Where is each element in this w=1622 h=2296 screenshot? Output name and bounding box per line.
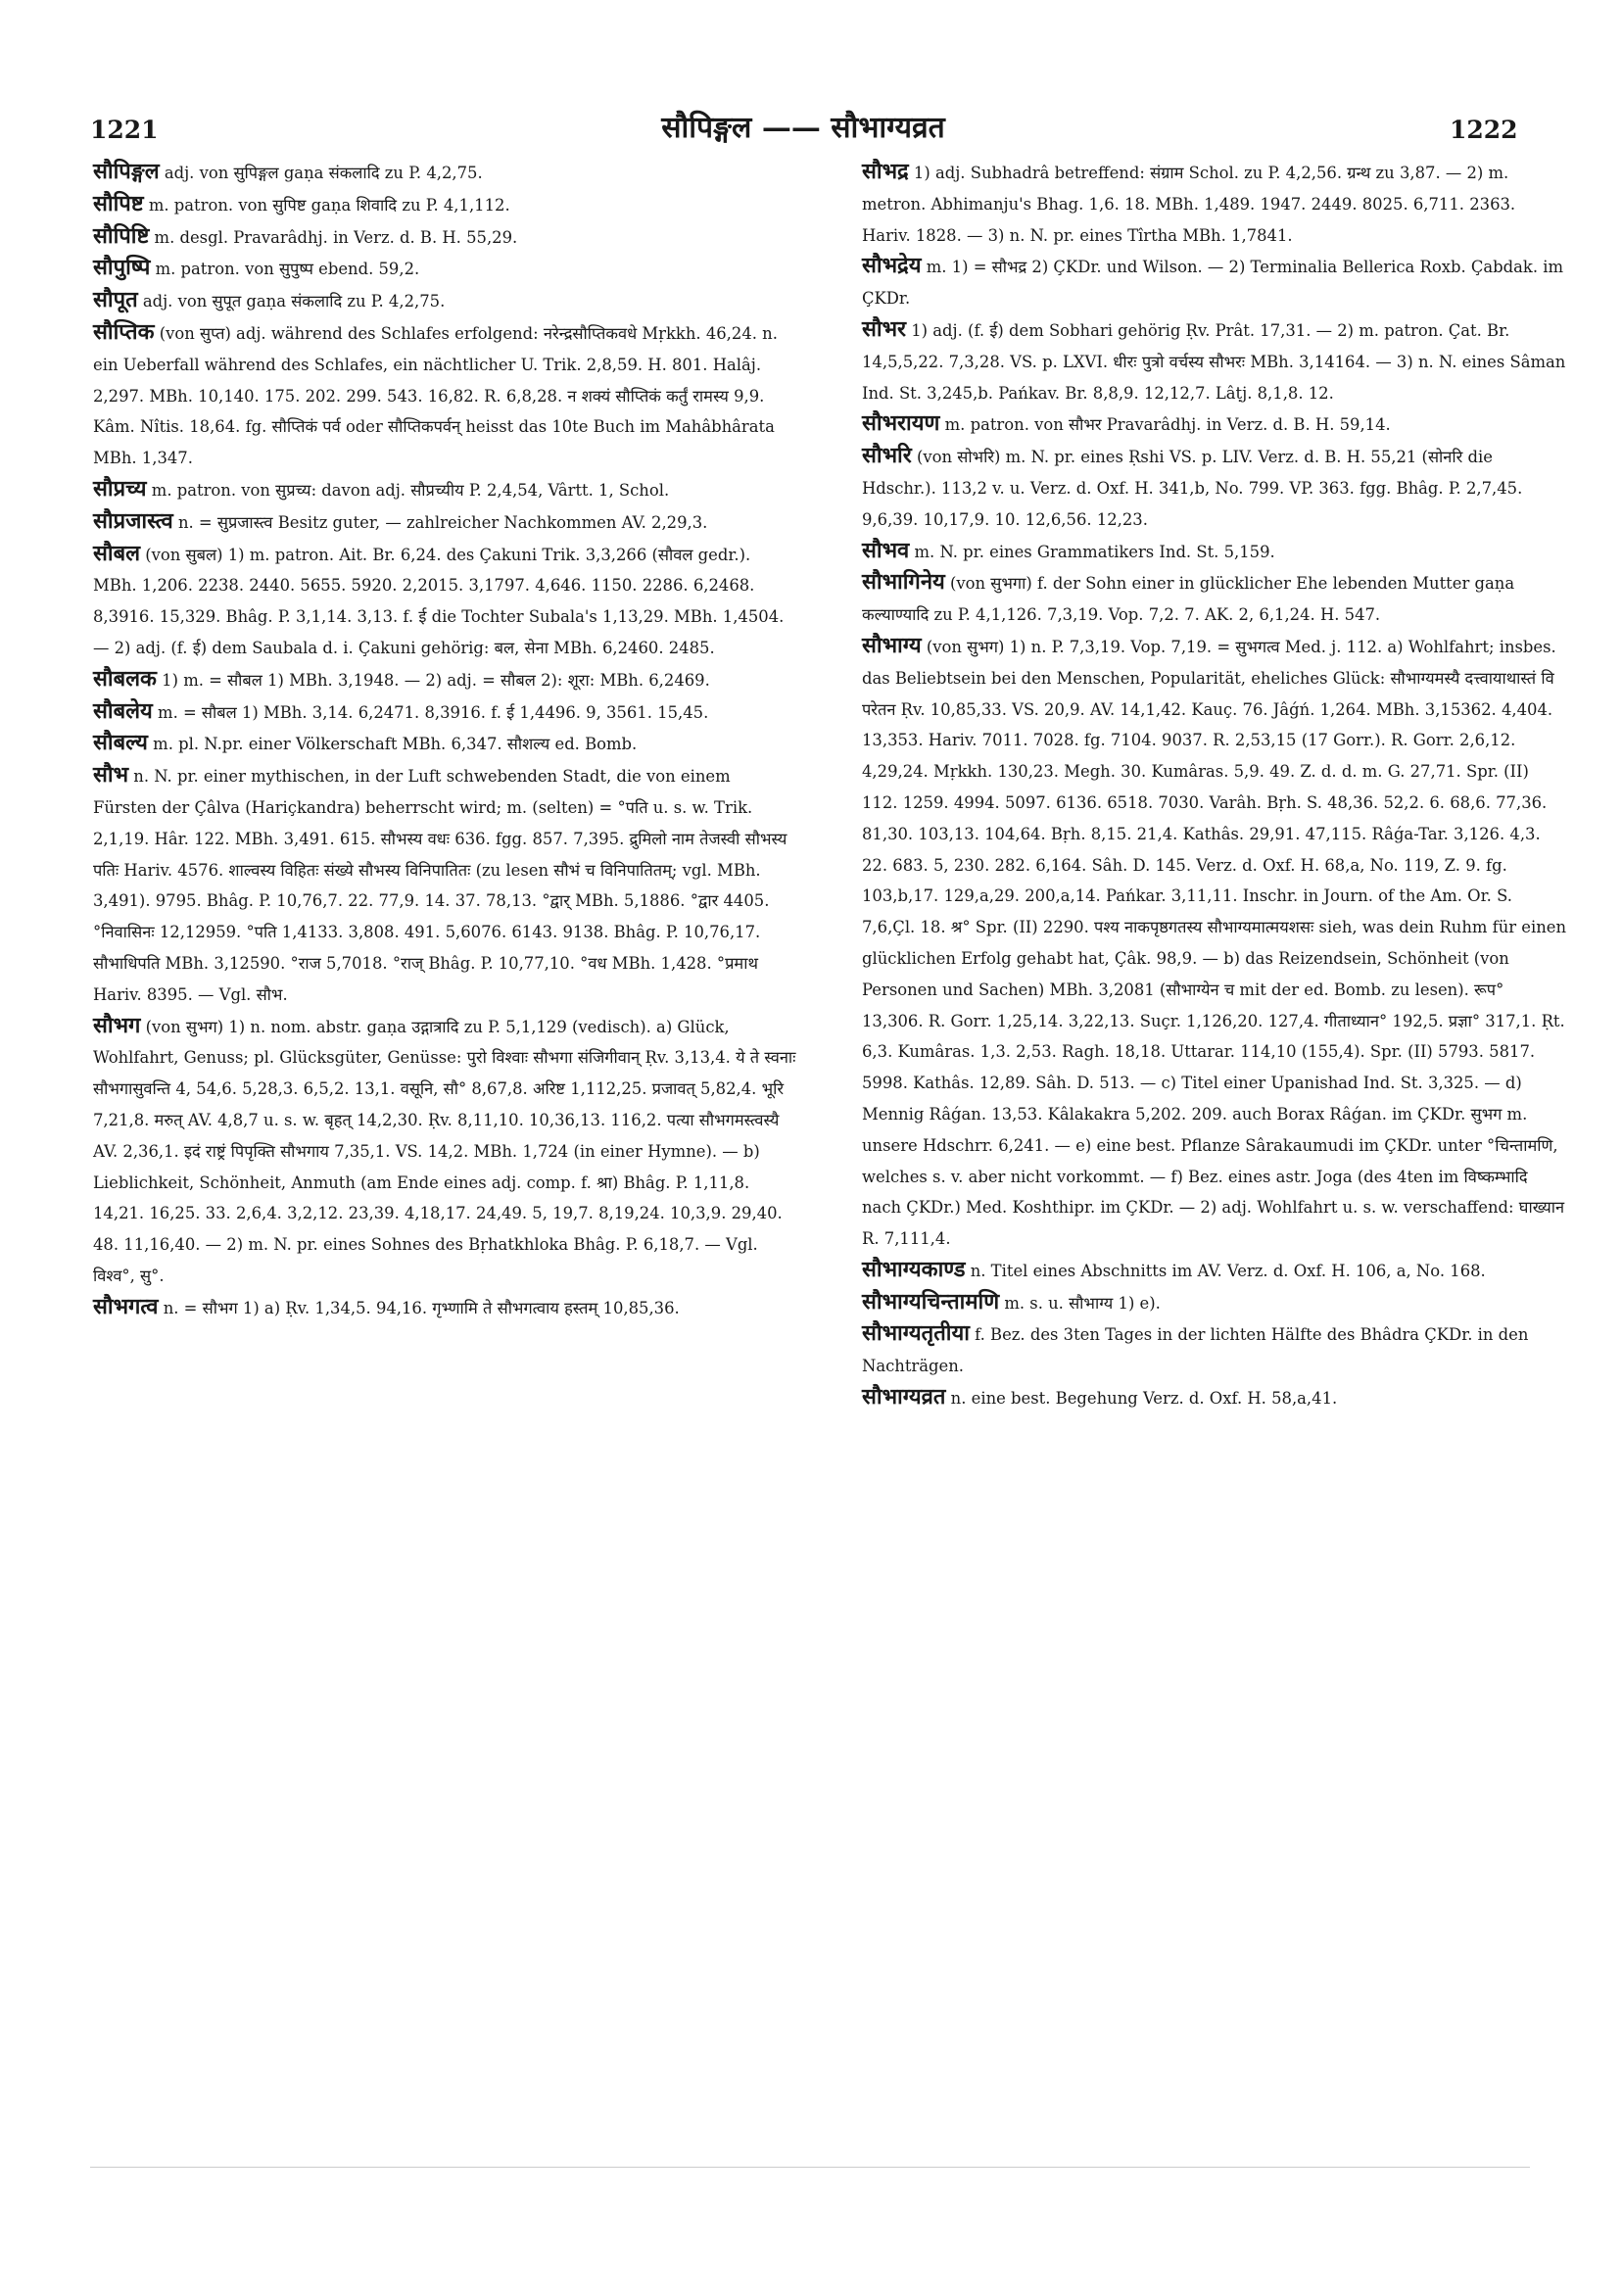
dictionary-entry — [862, 408, 1567, 441]
entry-text: (von सुभगा) f. der Sohn einer in glücklicher Ehe lebenden Mutter gaṇa कल्याण्यादि zu P. 4,1,126. 7,3,19. Vop. 7,2. 7. AK. 2, 6,1,24. H. 547. — [862, 574, 1515, 625]
dictionary-entry — [862, 631, 1567, 1255]
entry-text: m. patron. von सुपुष्प ebend. 59,2. — [150, 260, 420, 279]
entry-headword: सौभाग्यतृतीया — [862, 1320, 970, 1347]
entry-text: m. pl. N.pr. einer Völkerschaft MBh. 6,347. सौशल्य ed. Bomb. — [147, 735, 638, 754]
entry-headword: सौपिष्ट — [93, 190, 144, 216]
entry-text: 1) adj. Subhadrâ betreffend: संग्राम Schol. zu P. 4,2,56. ग्रन्थ zu 3,87. — 2) m. metron. Abhimanju's Bhag. 1,6. 18. MBh. 1,489. 1947. 2449. 8025. 6,711. 2363. Hariv. 1828. — 3) n. N. pr. eines Tîrtha MBh. 1,7841. — [862, 164, 1516, 245]
entry-headword: सौपूत — [93, 287, 138, 313]
dictionary-entry — [862, 1318, 1567, 1382]
entry-headword: सौभगत्व — [93, 1293, 159, 1319]
dictionary-entry — [93, 285, 798, 317]
dictionary-entry — [93, 1011, 798, 1292]
entry-headword: सौभरायण — [862, 410, 940, 437]
dictionary-entry — [93, 221, 798, 254]
entry-text: m. N. pr. eines Grammatikers Ind. St. 5,159. — [909, 542, 1275, 561]
entry-headword: सौभग — [93, 1012, 141, 1038]
entry-headword: सौबल्य — [93, 730, 148, 756]
entry-text: m. patron. von सुप्रच्य: davon adj. सौप्रच्यीय P. 2,4,54, Vârtt. 1, Schol. — [146, 480, 670, 500]
entry-headword: सौभ — [93, 762, 129, 789]
entry-headword: सौपिङ्गल — [93, 159, 160, 184]
entry-text: n. eine best. Begehung Verz. d. Oxf. H. 58,a,41. — [945, 1389, 1338, 1409]
dictionary-entry — [93, 728, 798, 760]
entry-headword: सौप्रजास्त्व — [93, 507, 173, 534]
entry-headword: सौभव — [862, 537, 910, 563]
entry-text: (von सुबल) 1) m. patron. Ait. Br. 6,24. des Çakuni Trik. 3,3,266 (सौवल gedr.). MBh. 1,206. 2238. 2440. 5655. 5920. 2,2015. 3,1797. 4,646. 1150. 2286. 6,2468. 8,3916. 15,329. Bhâg. P. 3,1,14. 3,13. f. ई die Tochter Subala's 1,13,29. MBh. 1,4504. — 2) adj. (f. ई) dem Saubala d. i. Çakuni gehörig: बल, सेना MBh. 6,2460. 2485. — [93, 545, 785, 657]
dictionary-entry — [93, 664, 798, 696]
dictionary-entry — [862, 1382, 1567, 1414]
entry-text: m. patron. von सुपिष्ट gaṇa शिवादि zu P. 4,1,112. — [143, 195, 510, 215]
entry-headword: सौपुष्पि — [93, 255, 151, 281]
entry-headword: सौभद्रेय — [862, 253, 922, 279]
dictionary-entry — [93, 696, 798, 729]
dictionary-entry — [862, 251, 1567, 314]
dictionary-entry — [862, 1287, 1567, 1319]
entry-headword: सौप्रच्य — [93, 475, 147, 502]
entry-text: (von सोभरि) m. N. pr. eines Ṛshi VS. p. LIV. Verz. d. B. H. 55,21 (सोनरि die Hdschr.). 113,2 v. u. Verz. d. Oxf. H. 341,b, No. 799. VP. 363. fgg. Bhâg. P. 2,7,45. 9,6,39. 10,17,9. 10. 12,6,56. 12,23. — [862, 448, 1523, 529]
entry-headword: सौभर — [862, 315, 907, 342]
entry-headword: सौभरि — [862, 443, 912, 469]
dictionary-entry — [93, 506, 798, 539]
entry-headword: सौप्तिक — [93, 318, 155, 345]
footer-rule — [90, 2167, 1530, 2168]
entry-headword: सौबल — [93, 540, 141, 566]
entry-text: m. s. u. सौभाग्य 1) e). — [999, 1293, 1161, 1313]
entry-headword: सौभागिनेय — [862, 569, 945, 596]
entry-text: adj. von सुपूत gaṇa संकलादि zu P. 4,2,75. — [137, 292, 446, 311]
dictionary-entry — [862, 1255, 1567, 1287]
entry-text: m. desgl. Pravarâdhj. in Verz. d. B. H. 55,29. — [149, 227, 518, 247]
entry-text: m. = सौबल 1) MBh. 3,14. 6,2471. 8,3916. f. ई 1,4496. 9, 3561. 15,45. — [152, 702, 709, 722]
entry-text: m. 1) = सौभद्र 2) ÇKDr. und Wilson. — 2) Terminalia Bellerica Roxb. Çabdak. im ÇKDr. — [862, 258, 1564, 309]
right-page-number: 1222 — [1450, 116, 1518, 144]
dictionary-entry — [93, 539, 798, 664]
left-column — [93, 157, 798, 1323]
entry-headword: सौभाग्य — [862, 632, 922, 658]
entry-text: n. N. pr. einer mythischen, in der Luft schwebenden Stadt, die von einem Fürsten der Çâlva (Hariçkandra) beherrscht wird; m. (selten) = °पति u. s. w. Trik. 2,1,19. Hâr. 122. MBh. 3,491. 615. सौभस्य वधः 636. fgg. 857. 7,395. द्रुमिलो नाम तेजस्वी सौभस्य पतिः Hariv. 4576. शाल्वस्य विहितः संख्ये सौभस्य विनिपातितः (zu lesen सौभं च विनिपातितम्; vgl. MBh. 3,491). 9795. Bhâg. P. 10,76,7. 22. 77,9. 14. 37. 78,13. °द्वार् MBh. 5,1886. °द्वार 4405. °निवासिनः 12,12959. °पति 1,4133. 3,808. 491. 5,6076. 6143. 9138. Bhâg. P. 10,76,17. सौभाधिपति MBh. 3,12590. °राज 5,7018. °राज् Bhâg. P. 10,77,10. °वध MBh. 1,428. °प्रमाथ Hariv. 8395. — Vgl. सौभ. — [93, 767, 787, 1004]
entry-text: n. = सुप्रजास्त्व Besitz guter, — zahlreicher Nachkommen AV. 2,29,3. — [172, 512, 708, 532]
entry-text: (von सुभग) 1) n. nom. abstr. gaṇa उद्गात्रादि zu P. 5,1,129 (vedisch). a) Glück, Wohlfahrt, Genuss; pl. Glücksgüter, Genüsse: पुरो विश्वाः सौभगा संजिगीवान् Ṛv. 3,13,4. ये ते स्वनाः सौभगासुवन्ति 4, 54,6. 5,28,3. 6,5,2. 13,1. वसूनि, सौ° 8,67,8. अरिष्ट 1,112,25. प्रजावत् 5,82,4. भूरि 7,21,8. मरुत् AV. 4,8,7 u. s. w. बृहत् 14,2,30. Ṛv. 8,11,10. 10,36,13. 116,2. पत्या सौभगमस्त्वस्यै AV. 2,36,1. इदं राष्ट्रं पिपृक्ति सौभगाय 7,35,1. VS. 14,2. MBh. 1,724 (in einer Hymne). — b) Lieblichkeit, Schönheit, Anmuth (am Ende eines adj. comp. f. श्रा) Bhâg. P. 1,11,8. 14,21. 16,25. 33. 2,6,4. 3,2,12. 23,39. 4,18,17. 24,49. 5, 19,7. 8,19,24. 10,3,9. 29,40. 48. 11,16,40. — 2) m. N. pr. eines Sohnes des Bṛhatkhloka Bhâg. P. 6,18,7. — Vgl. विश्व°, सु°. — [93, 1017, 796, 1285]
entry-headword: सौपिष्टि — [93, 222, 150, 249]
dictionary-entry — [93, 474, 798, 506]
entry-text: 1) m. = सौबल 1) MBh. 3,1948. — 2) adj. = सौबल 2): शूरा: MBh. 6,2469. — [156, 670, 710, 690]
entry-headword: सौबलक — [93, 665, 157, 692]
entry-text: 1) adj. (f. ई) dem Sobhari gehörig Ṛv. Prât. 17,31. — 2) m. patron. Çat. Br. 14,5,5,22. 7,3,28. VS. p. LXVI. धीरः पुत्रो वर्चस्य सौभरः MBh. 3,14164. — 3) n. N. eines Sâman Ind. St. 3,245,b. Pańkav. Br. 8,8,9. 12,12,7. Lâṭj. 8,1,8. 12. — [862, 320, 1566, 403]
entry-text: m. patron. von सौभर Pravarâdhj. in Verz. d. B. H. 59,14. — [939, 415, 1391, 435]
dictionary-entry — [93, 760, 798, 1010]
dictionary-entry — [93, 253, 798, 285]
entry-headword: सौभाग्यव्रत — [862, 1384, 946, 1411]
entry-text: n. Titel eines Abschnitts im AV. Verz. d. Oxf. H. 106, a, No. 168. — [965, 1261, 1486, 1280]
dictionary-entry — [93, 1292, 798, 1324]
entry-text: (von सुभग) 1) n. P. 7,3,19. Vop. 7,19. = सुभगत्व Med. j. 112. a) Wohlfahrt; insbes. das Beliebtsein bei den Menschen, Popularität, eheliches Glück: सौभाग्यमस्यै दत्त्वायाथास्तं वि परेतन Ṛv. 10,85,33. VS. 20,9. AV. 14,1,42. Kauç. 76. Jâǵń. 1,264. MBh. 3,15362. 4,404. 13,353. Hariv. 7011. 7028. fg. 7104. 9037. R. 2,53,15 (17 Gorr.). R. Gorr. 2,6,12. 4,29,24. Mṛkkh. 130,23. Megh. 30. Kumâras. 5,9. 49. Z. d. d. m. G. 27,71. Spr. (II) 112. 1259. 4994. 5097. 6136. 6518. 7030. Varâh. Bṛh. S. 48,36. 52,2. 6. 68,6. 77,36. 81,30. 103,13. 104,64. Bṛh. 8,15. 21,4. Kathâs. 29,91. 47,115. Râǵa-Tar. 3,126. 4,3. 22. 683. 5, 230. 282. 6,164. Sâh. D. 145. Verz. d. Oxf. H. 68,a, No. 119, Z. 9. fg. 103,b,17. 129,a,29. 200,a,14. Pańkar. 3,11,11. Inschr. in Journ. of the Am. Or. S. 7,6,Çl. 18. श्र° Spr. (II) 2290. पश्य नाकपृष्ठगतस्य सौभाग्यमात्मयशसः sieh, was dein Ruhm für einen glücklichen Erfolg gehabt hat, Çâk. 98,9. — b) das Reizendsein, Schönheit (von Personen und Sachen) MBh. 3,2081 (सौभाग्येन च mit der ed. Bomb. zu lesen). रूप° 13,306. R. Gorr. 1,25,14. 3,22,13. Suçr. 1,126,20. 127,4. गीताध्यान° 192,5. प्रज्ञा° 317,1. Ṛt. 6,3. Kumâras. 1,3. 2,53. Ragh. 18,18. Uttarar. 114,10 (155,4). Spr. (II) 5793. 5817. 5998. Kathâs. 12,89. Sâh. D. 513. — c) Titel einer Upanishad Ind. St. 3,325. — d) Mennig Râǵan. 13,53. Kâlakakra 5,202. 209. auch Borax Râǵan. im ÇKDr. सुभग m. unsere Hdschrr. 6,241. — e) eine best. Pflanze Sârakaumudi im ÇKDr. unter °चिन्तामणि, welches s. v. aber nicht vorkommt. — f) Bez. eines astr. Joga (des 4ten im विष्कम्भादि nach ÇKDr.) Med. Koshthipr. im ÇKDr. — 2) adj. Wohlfahrt u. s. w. verschaffend: घाख्यान R. 7,111,4. — [862, 637, 1567, 1249]
dictionary-entry — [862, 536, 1567, 568]
right-column — [862, 157, 1567, 1414]
left-page-number: 1221 — [90, 116, 159, 144]
entry-text: (von सुप्त) adj. während des Schlafes erfolgend: नरेन्द्रसौप्तिकवधे Mṛkkh. 46,24. n. ein Ueberfall während des Schlafes, ein nächtlicher U. Trik. 2,8,59. H. 801. Halâj. 2,297. MBh. 10,140. 175. 202. 299. 543. 16,82. R. 6,8,28. न शक्यं सौप्तिकं कर्तुं रामस्य 9,9. Kâm. Nîtis. 18,64. fg. सौप्तिकं पर्व oder सौप्तिकपर्वन् heisst das 10te Buch im Mahâbhârata MBh. 1,347. — [93, 323, 778, 468]
entry-headword: सौबलेय — [93, 697, 153, 724]
entry-headword: सौभाग्यकाण्ड — [862, 1256, 966, 1282]
dictionary-entry — [93, 157, 798, 189]
dictionary-entry — [93, 317, 798, 474]
entry-text: n. = सौभग 1) a) Ṛv. 1,34,5. 94,16. गृभ्णामि ते सौभगत्वाय हस्तम् 10,85,36. — [158, 1298, 680, 1317]
entry-headword: सौभद्र — [862, 159, 909, 184]
dictionary-entry — [862, 441, 1567, 535]
entry-text: adj. von सुपिङ्गल gaṇa संकलादि zu P. 4,2,75. — [159, 164, 483, 182]
entry-headword: सौभाग्यचिन्तामणि — [862, 1288, 1000, 1315]
page-header: सौपिङ्गल —— सौभाग्यव्रत — [661, 111, 945, 145]
dictionary-entry — [862, 314, 1567, 408]
dictionary-entry — [862, 567, 1567, 631]
entry-text: f. Bez. des 3ten Tages in der lichten Hälfte des Bhâdra ÇKDr. in den Nachträgen. — [862, 1325, 1529, 1376]
dictionary-entry — [93, 189, 798, 221]
dictionary-entry — [862, 157, 1567, 251]
